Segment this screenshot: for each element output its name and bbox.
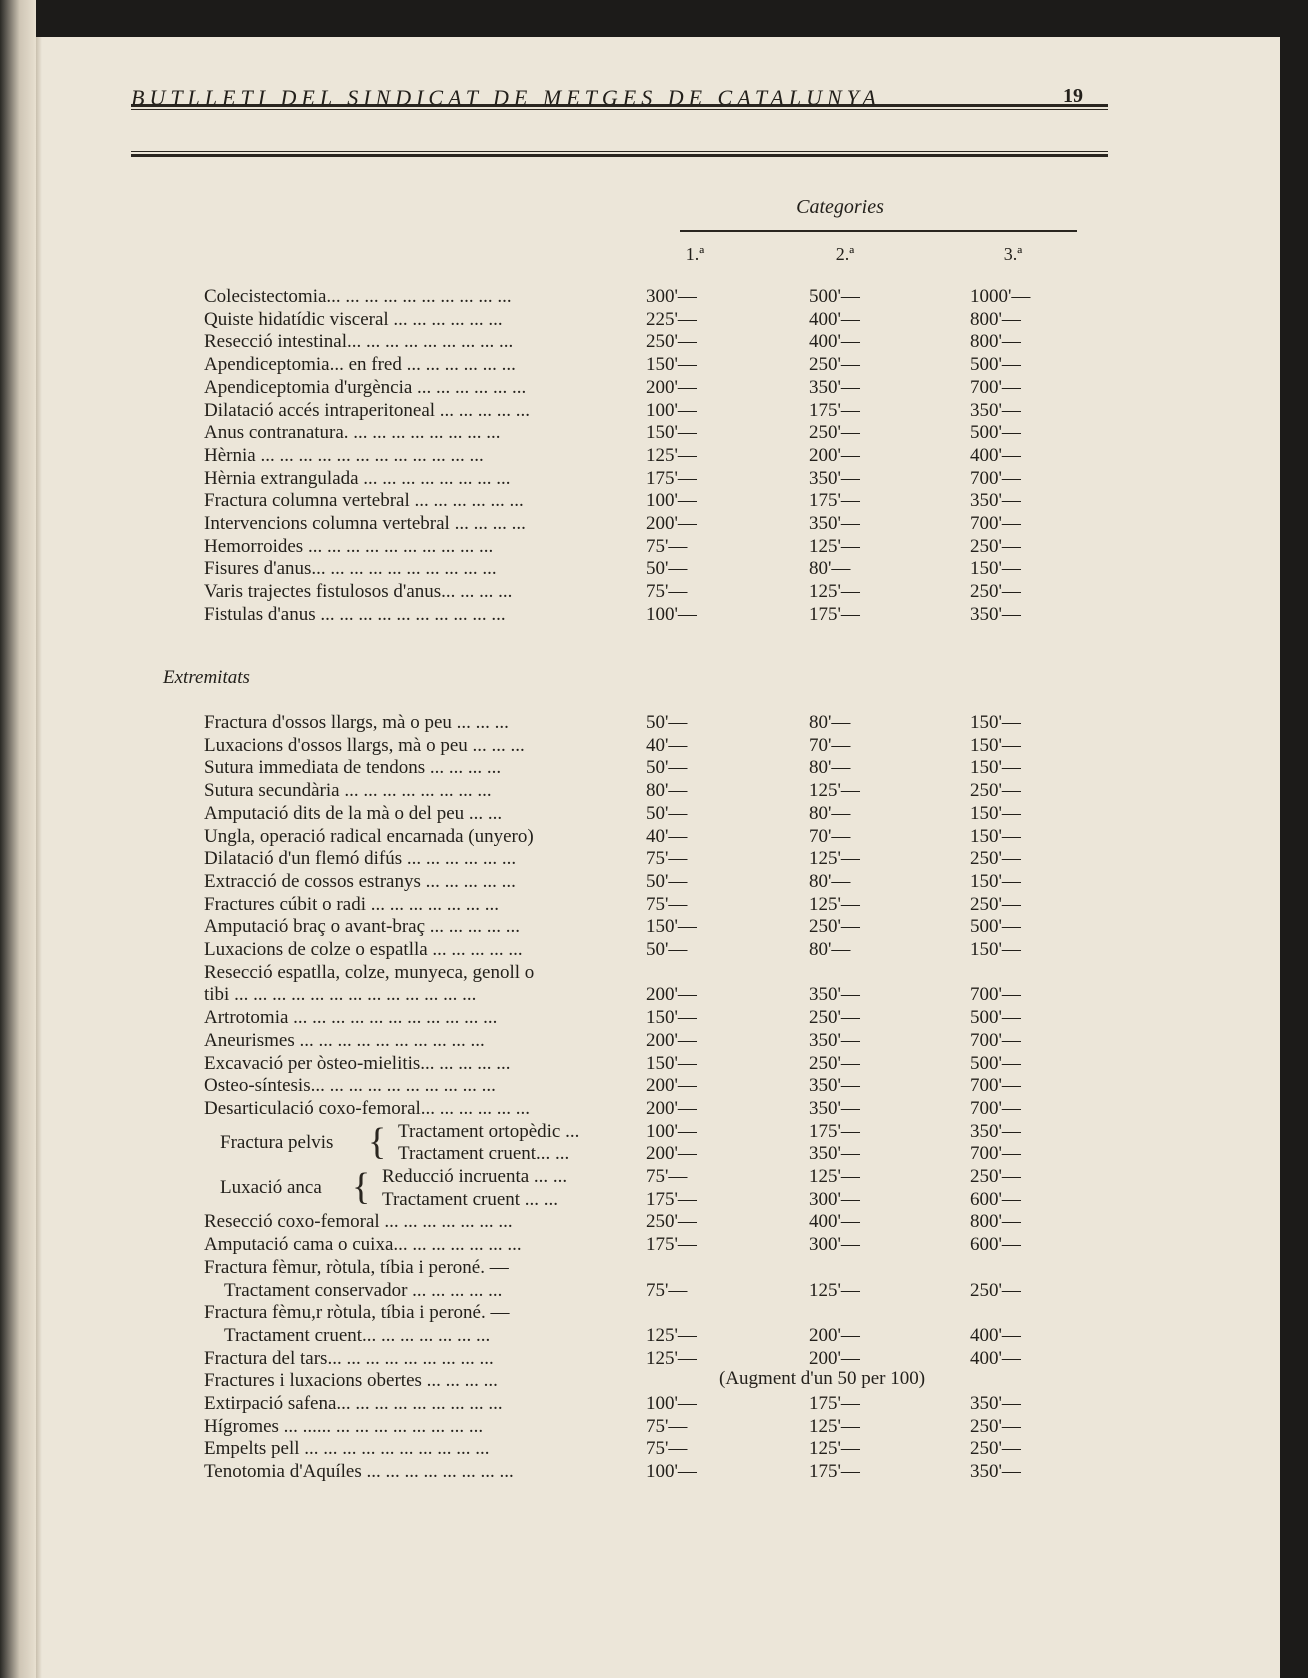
- fee-category-3: 700'—: [970, 1075, 1021, 1097]
- fee-row: [0, 422, 1244, 444]
- procedure-label: Hígromes ... ...... ... ... ... ... ... ... ... ...: [204, 1415, 484, 1437]
- procedure-label: Resecció espatlla, colze, munyeca, genoll o: [204, 961, 535, 983]
- fee-row: [0, 445, 1244, 467]
- fee-category-3: 250'—: [970, 535, 1021, 557]
- procedure-label: Resecció intestinal... ... ... ... ... ... ... ... ...: [204, 331, 514, 353]
- fee-category-2: 125'—: [809, 1438, 860, 1460]
- fee-row: [0, 1053, 1244, 1075]
- header-rule-bottom-thin: [131, 151, 1108, 152]
- fee-category-1: 100'—: [646, 1120, 697, 1142]
- fee-row: [0, 735, 1244, 757]
- augment-note: (Augment d'un 50 per 100): [719, 1368, 926, 1390]
- fee-category-3: 800'—: [970, 308, 1021, 330]
- procedure-label: Luxacions de colze o espatlla ... ... ... ... ...: [204, 939, 523, 960]
- procedure-label: Dilatació d'un flemó difús ... ... ... ... ... ...: [204, 848, 517, 870]
- fee-category-2: 350'—: [809, 984, 860, 1006]
- fee-category-1: 75'—: [646, 1438, 688, 1460]
- fee-category-1: 100'—: [646, 490, 697, 512]
- fee-row-values: [0, 1166, 1244, 1188]
- fee-category-1: 50'—: [646, 802, 688, 824]
- fee-category-2: 80'—: [809, 939, 851, 960]
- fee-row-line1: [0, 962, 1244, 984]
- procedure-label: Hemorroides ... ... ... ... ... ... ... ... ... ...: [204, 535, 494, 557]
- fee-row-line1: [0, 1257, 1244, 1279]
- procedure-label: Aneurismes ... ... ... ... ... ... ... ... ... ...: [204, 1029, 485, 1051]
- brace-icon: {: [368, 1120, 387, 1163]
- fee-category-3: 600'—: [970, 1188, 1021, 1210]
- fee-row: [0, 1416, 1244, 1438]
- fee-category-1: 200'—: [646, 1029, 697, 1051]
- fee-category-2: 250'—: [809, 1052, 860, 1074]
- fee-row-values: [0, 1121, 1244, 1143]
- procedure-label: Osteo-síntesis... ... ... ... ... ... ... ... ... ...: [204, 1075, 496, 1097]
- fee-row: [0, 757, 1244, 779]
- fee-category-3: 150'—: [970, 734, 1021, 756]
- fee-category-1: 75'—: [646, 1166, 688, 1187]
- fee-row: [0, 1030, 1244, 1052]
- fee-category-1: 200'—: [646, 1075, 697, 1097]
- fee-category-2: 250'—: [809, 354, 860, 376]
- fee-category-2: 250'—: [809, 1007, 860, 1029]
- brace-icon: {: [352, 1166, 371, 1208]
- procedure-label: Tenotomia d'Aquíles ... ... ... ... ... ... ... ...: [204, 1461, 514, 1483]
- fee-category-1: 175'—: [646, 1234, 697, 1256]
- categories-title: Categories: [796, 196, 884, 218]
- procedure-label: Extracció de cossos estranys ... ... ... ... ...: [204, 870, 516, 892]
- procedure-label: Ungla, operació radical encarnada (unyero): [204, 825, 534, 847]
- procedure-label: Fractura fèmu,r ròtula, tíbia i peroné. —: [204, 1302, 510, 1324]
- procedure-label: Intervencions columna vertebral ... ... ... ...: [204, 513, 526, 534]
- fee-category-3: 600'—: [970, 1234, 1021, 1256]
- procedure-label: Amputació braç o avant-braç ... ... ... ... ...: [204, 916, 521, 938]
- fee-category-2: 125'—: [809, 1415, 860, 1437]
- fee-category-2: 80'—: [809, 870, 851, 892]
- fee-category-1: 80'—: [646, 780, 688, 802]
- fee-category-3: 500'—: [970, 422, 1021, 444]
- fee-category-1: 125'—: [646, 444, 697, 466]
- group-label: Fractura pelvis: [220, 1131, 334, 1153]
- fee-category-2: 200'—: [809, 1347, 860, 1369]
- fee-category-3: 150'—: [970, 802, 1021, 824]
- fee-row-line1: [0, 1302, 1244, 1324]
- fee-row: [0, 604, 1244, 626]
- group-label: Luxació anca: [220, 1177, 322, 1198]
- category-2-header: 2.ª: [835, 244, 855, 264]
- fee-category-2: 250'—: [809, 422, 860, 444]
- fee-category-3: 250'—: [970, 1438, 1021, 1460]
- fee-row: [0, 331, 1244, 353]
- fee-category-2: 175'—: [809, 1393, 860, 1414]
- fee-category-3: 400'—: [970, 1347, 1021, 1369]
- fee-category-2: 200'—: [809, 444, 860, 466]
- fee-category-1: 250'—: [646, 331, 697, 353]
- fee-category-3: 400'—: [970, 1324, 1021, 1346]
- fee-category-3: 350'—: [970, 603, 1021, 625]
- fee-row: [0, 1211, 1244, 1233]
- fee-category-2: 400'—: [809, 331, 860, 353]
- fee-category-1: 200'—: [646, 984, 697, 1006]
- fee-row: [0, 309, 1244, 331]
- fee-category-1: 100'—: [646, 399, 697, 421]
- fee-category-3: 250'—: [970, 581, 1021, 603]
- fee-category-3: 500'—: [970, 354, 1021, 376]
- category-3-header: 3.ª: [1003, 244, 1023, 264]
- fee-category-2: 175'—: [809, 490, 860, 512]
- fee-row: [0, 939, 1244, 961]
- fee-category-3: 150'—: [970, 558, 1021, 580]
- fee-category-3: 700'—: [970, 1097, 1021, 1119]
- fee-row-line2: [0, 984, 1244, 1006]
- procedure-label: Fractures i luxacions obertes ... ... ... ...: [204, 1370, 498, 1392]
- fee-row-values: [0, 1143, 1244, 1165]
- fee-row: [0, 490, 1244, 512]
- procedure-label: Excavació per òsteo-mielitis... ... ... ... ...: [204, 1052, 511, 1074]
- fee-category-2: 200'—: [809, 1324, 860, 1346]
- procedure-label: Resecció coxo-femoral ... ... ... ... ... ... ...: [204, 1211, 513, 1233]
- fee-row: [0, 1370, 1244, 1392]
- fee-category-2: 350'—: [809, 1097, 860, 1119]
- fee-category-3: 500'—: [970, 916, 1021, 938]
- fee-category-2: 175'—: [809, 1120, 860, 1142]
- fee-row: [0, 848, 1244, 870]
- procedure-label: Fractura columna vertebral ... ... ... ... ... ...: [204, 490, 524, 512]
- group-option: Tractament cruent... ...: [398, 1143, 570, 1165]
- category-1-header: 1.ª: [685, 244, 705, 264]
- fee-category-1: 175'—: [646, 467, 697, 489]
- fee-category-2: 125'—: [809, 780, 860, 802]
- fee-category-2: 400'—: [809, 1211, 860, 1233]
- group-option: Tractament ortopèdic ...: [398, 1120, 580, 1142]
- procedure-label: Extirpació safena... ... ... ... ... ... ... ... ...: [204, 1393, 503, 1414]
- fee-category-2: 175'—: [809, 399, 860, 421]
- fee-row-values: [0, 1189, 1244, 1211]
- fee-row: [0, 558, 1244, 580]
- fee-row: [0, 871, 1244, 893]
- fee-category-1: 150'—: [646, 354, 697, 376]
- journal-title: BUTLLETI DEL SINDICAT DE METGES DE CATALUNYA: [131, 85, 881, 110]
- fee-row: [0, 354, 1244, 376]
- procedure-label: Colecistectomia... ... ... ... ... ... ... ... ... ...: [204, 286, 512, 307]
- fee-row: [0, 513, 1244, 535]
- procedure-label: Fistulas d'anus ... ... ... ... ... ... ... ... ... ...: [204, 603, 506, 625]
- fee-row-line2: [0, 1325, 1244, 1347]
- fee-row: [0, 916, 1244, 938]
- group-option: Tractament cruent ... ...: [382, 1188, 559, 1210]
- group-option: Reducció incruenta ... ...: [382, 1166, 568, 1187]
- fee-category-2: 350'—: [809, 1029, 860, 1051]
- procedure-label: Sutura secundària ... ... ... ... ... ... ... ...: [204, 780, 492, 802]
- fee-category-1: 150'—: [646, 916, 697, 938]
- fee-row-line2: [0, 1280, 1244, 1302]
- fee-row: [0, 1098, 1244, 1120]
- procedure-label: Hèrnia extrangulada ... ... ... ... ... ... ... ...: [204, 467, 511, 489]
- fee-category-2: 80'—: [809, 757, 851, 779]
- fee-category-3: 350'—: [970, 1461, 1021, 1483]
- fee-category-1: 225'—: [646, 308, 697, 330]
- fee-category-1: 75'—: [646, 1279, 688, 1301]
- fee-category-1: 175'—: [646, 1188, 697, 1210]
- fee-row: [0, 1075, 1244, 1097]
- fee-category-3: 350'—: [970, 1393, 1021, 1414]
- procedure-label: Tractament conservador ... ... ... ... ...: [224, 1279, 503, 1301]
- fee-category-3: 350'—: [970, 490, 1021, 512]
- fee-category-2: 125'—: [809, 1279, 860, 1301]
- procedure-label: Amputació dits de la mà o del peu ... ...: [204, 802, 503, 824]
- fee-category-1: 40'—: [646, 825, 688, 847]
- procedure-label: Fractura d'ossos llargs, mà o peu ... ... ...: [204, 712, 509, 733]
- fee-category-3: 700'—: [970, 1143, 1021, 1165]
- procedure-label: Amputació cama o cuixa... ... ... ... ... ... ...: [204, 1234, 522, 1256]
- procedure-label: Fractura del tars... ... ... ... ... ... ... ... ...: [204, 1347, 494, 1369]
- fee-row: [0, 581, 1244, 603]
- fee-category-1: 125'—: [646, 1347, 697, 1369]
- fee-category-1: 200'—: [646, 1097, 697, 1119]
- fee-row: [0, 803, 1244, 825]
- fee-category-3: 700'—: [970, 984, 1021, 1006]
- fee-category-2: 125'—: [809, 535, 860, 557]
- fee-category-3: 250'—: [970, 848, 1021, 870]
- procedure-label: Fisures d'anus... ... ... ... ... ... ... ... ... ...: [204, 558, 497, 580]
- fee-category-2: 80'—: [809, 558, 851, 580]
- fee-category-2: 350'—: [809, 376, 860, 398]
- fee-category-1: 200'—: [646, 513, 697, 534]
- fee-category-1: 300'—: [646, 286, 697, 307]
- fee-category-1: 50'—: [646, 939, 688, 960]
- fee-category-3: 700'—: [970, 467, 1021, 489]
- fee-row: [0, 400, 1244, 422]
- fee-row: [0, 1461, 1244, 1483]
- fee-category-3: 250'—: [970, 780, 1021, 802]
- fee-category-2: 350'—: [809, 513, 860, 534]
- fee-category-3: 350'—: [970, 1120, 1021, 1142]
- fee-row: [0, 377, 1244, 399]
- fee-category-3: 250'—: [970, 893, 1021, 915]
- fee-row: [0, 286, 1244, 308]
- fee-row: [0, 1348, 1244, 1370]
- fee-category-3: 500'—: [970, 1052, 1021, 1074]
- fee-category-2: 70'—: [809, 825, 851, 847]
- fee-category-1: 50'—: [646, 757, 688, 779]
- procedure-label: Dilatació accés intraperitoneal ... ... ... ... ...: [204, 399, 531, 421]
- fee-category-3: 350'—: [970, 399, 1021, 421]
- page-number: 19: [1063, 85, 1083, 107]
- fee-category-2: 250'—: [809, 916, 860, 938]
- procedure-label: Sutura immediata de tendons ... ... ... ...: [204, 757, 502, 779]
- fee-category-1: 150'—: [646, 422, 697, 444]
- fee-category-2: 300'—: [809, 1234, 860, 1256]
- fee-category-2: 125'—: [809, 1166, 860, 1187]
- fee-category-1: 75'—: [646, 1415, 688, 1437]
- fee-category-2: 175'—: [809, 603, 860, 625]
- fee-category-3: 400'—: [970, 444, 1021, 466]
- fee-category-3: 150'—: [970, 825, 1021, 847]
- fee-row: [0, 536, 1244, 558]
- procedure-label: Apendiceptomia d'urgència ... ... ... ... ... ...: [204, 376, 527, 398]
- procedure-label: Fractura fèmur, ròtula, tíbia i peroné. —: [204, 1256, 509, 1278]
- fee-category-3: 700'—: [970, 513, 1021, 534]
- fee-category-3: 250'—: [970, 1166, 1021, 1187]
- fee-category-1: 150'—: [646, 1052, 697, 1074]
- categories-rule: [680, 230, 1077, 232]
- fee-category-3: 800'—: [970, 331, 1021, 353]
- fee-category-2: 80'—: [809, 712, 851, 733]
- procedure-label: Quiste hidatídic visceral ... ... ... ... ... ...: [204, 308, 503, 330]
- procedure-label: Artrotomia ... ... ... ... ... ... ... ... ... ... ...: [204, 1007, 498, 1029]
- fee-category-3: 150'—: [970, 870, 1021, 892]
- fee-category-1: 150'—: [646, 1007, 697, 1029]
- fee-category-1: 250'—: [646, 1211, 697, 1233]
- procedure-label: Fractures cúbit o radi ... ... ... ... ... ... ...: [204, 893, 499, 915]
- fee-category-1: 75'—: [646, 893, 688, 915]
- fee-category-3: 150'—: [970, 712, 1021, 733]
- fee-category-2: 125'—: [809, 581, 860, 603]
- fee-category-1: 100'—: [646, 1393, 697, 1414]
- fee-category-1: 100'—: [646, 603, 697, 625]
- fee-row: [0, 1234, 1244, 1256]
- fee-category-3: 500'—: [970, 1007, 1021, 1029]
- procedure-label: Tractament cruent... ... ... ... ... ... ...: [224, 1324, 491, 1346]
- header-rule-bottom: [131, 154, 1108, 157]
- procedure-label: Empelts pell ... ... ... ... ... ... ... ... ... ...: [204, 1438, 490, 1460]
- fee-category-1: 50'—: [646, 870, 688, 892]
- fee-category-1: 75'—: [646, 535, 688, 557]
- procedure-label: Luxacions d'ossos llargs, mà o peu ... ... ...: [204, 734, 525, 756]
- fee-category-1: 200'—: [646, 1143, 697, 1165]
- fee-category-2: 175'—: [809, 1461, 860, 1483]
- fee-row: [0, 468, 1244, 490]
- fee-category-2: 350'—: [809, 1143, 860, 1165]
- fee-category-1: 125'—: [646, 1324, 697, 1346]
- fee-category-3: 150'—: [970, 939, 1021, 960]
- procedure-label: Anus contranatura. ... ... ... ... ... ... ... ...: [204, 422, 501, 444]
- fee-row: [0, 826, 1244, 848]
- procedure-label: Hèrnia ... ... ... ... ... ... ... ... ... ... ... ...: [204, 444, 484, 466]
- fee-category-1: 75'—: [646, 581, 688, 603]
- fee-category-3: 800'—: [970, 1211, 1021, 1233]
- procedure-label: Varis trajectes fistulosos d'anus... ... ... ...: [204, 581, 513, 603]
- fee-category-2: 500'—: [809, 286, 860, 307]
- fee-category-2: 80'—: [809, 802, 851, 824]
- fee-category-3: 700'—: [970, 376, 1021, 398]
- fee-category-2: 125'—: [809, 893, 860, 915]
- fee-category-1: 50'—: [646, 712, 688, 733]
- fee-row: [0, 712, 1244, 734]
- procedure-label: Apendiceptomia... en fred ... ... ... ... ... ...: [204, 354, 516, 376]
- section-title-extremitats: Extremitats: [163, 667, 250, 688]
- fee-category-1: 40'—: [646, 734, 688, 756]
- fee-category-1: 200'—: [646, 376, 697, 398]
- fee-category-2: 125'—: [809, 848, 860, 870]
- fee-category-1: 100'—: [646, 1461, 697, 1483]
- fee-category-1: 50'—: [646, 558, 688, 580]
- running-header: [131, 85, 1131, 115]
- fee-category-2: 350'—: [809, 1075, 860, 1097]
- fee-row: [0, 1393, 1244, 1415]
- fee-category-2: 400'—: [809, 308, 860, 330]
- fee-category-3: 700'—: [970, 1029, 1021, 1051]
- fee-category-2: 300'—: [809, 1188, 860, 1210]
- fee-category-3: 250'—: [970, 1415, 1021, 1437]
- fee-category-3: 250'—: [970, 1279, 1021, 1301]
- fee-row: [0, 1438, 1244, 1460]
- procedure-label: Desarticulació coxo-femoral... ... ... ... ... ...: [204, 1097, 531, 1119]
- fee-category-3: 150'—: [970, 757, 1021, 779]
- fee-category-3: 1000'—: [970, 286, 1031, 307]
- fee-row: [0, 1007, 1244, 1029]
- fee-row: [0, 894, 1244, 916]
- procedure-label: tibi ... ... ... ... ... ... ... ... ... ... ... ... ...: [204, 984, 477, 1006]
- fee-row: [0, 780, 1244, 802]
- fee-category-1: 75'—: [646, 848, 688, 870]
- fee-category-2: 70'—: [809, 734, 851, 756]
- fee-category-2: 350'—: [809, 467, 860, 489]
